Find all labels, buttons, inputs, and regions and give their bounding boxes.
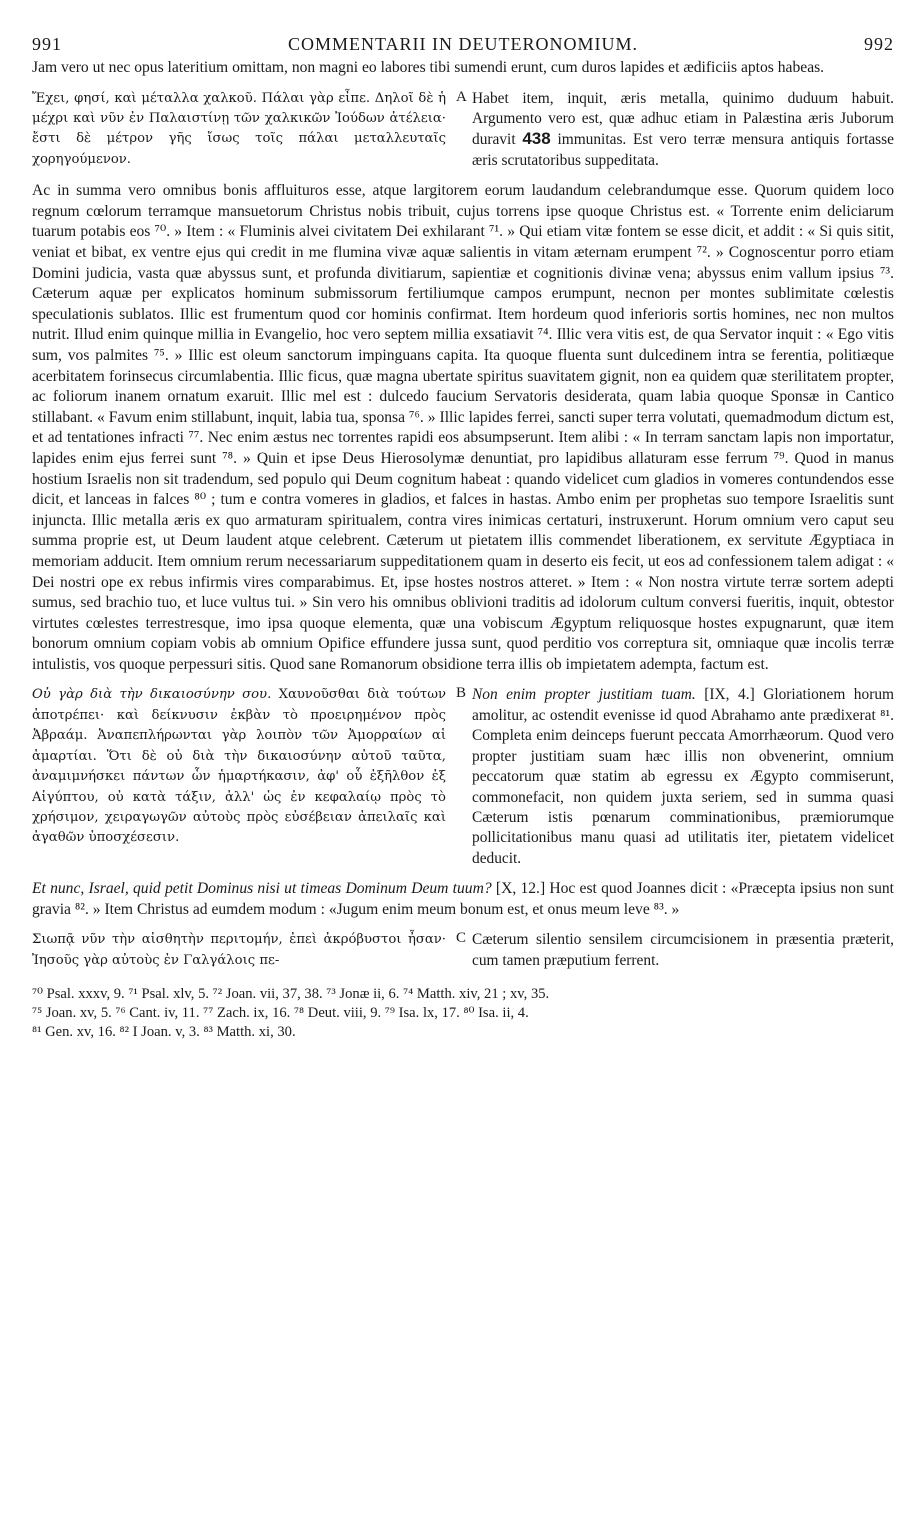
running-title: COMMENTARII IN DEUTERONOMIUM.: [287, 34, 639, 54]
verse-lemma: Et nunc, Israel, quid petit Dominus nisi ut timeas Dominum Deum tuum?: [32, 880, 492, 898]
page-number-right: 992: [864, 34, 894, 54]
footnote-line: ⁷⁰ Psal. xxxv, 9. ⁷¹ Psal. xlv, 5. ⁷² Joan. vii, 37, 38. ⁷³ Jonæ ii, 6. ⁷⁴ Matth. xiv, 21 ; xv, 35.: [32, 986, 550, 1003]
intro-paragraph: Jam vero ut nec opus lateritium omittam, non magni eo labores tibi sumendi erunt, cum duros lapides et ædificiis aptos habeas.: [32, 59, 825, 76]
column-marker-c: C: [456, 930, 467, 947]
section-a: [32, 89, 894, 172]
column-marker-a: A: [456, 88, 467, 105]
greek-column-c: Σιωπᾷ νῦν τὴν αἰσθητὴν περιτομήν, ἐπεὶ ἀκρόβυστοι ἦσαν· Ἰησοῦς γὰρ αὐτοὺς ἐν Γαλγάλοις πε-: [32, 932, 446, 968]
latin-lemma-b: Non enim propter justitiam tuam.: [472, 686, 696, 704]
main-paragraph: Ac in summa vero omnibus bonis affluituros esse, atque largitorem eorum laudandum celebrandumque esse. Quorum quidem loco regnum cœlorum terramque mansuetorum Christus nobis tribuit, cujus torrens ipse quoque Christus est. « Torrente enim deliciarum tuarum potabis eos ⁷⁰. » Item : « Fluminis alvei civitatem Dei exhilarant ⁷¹. » Qui etiam vitæ fontem se esse dicit, et addit : « Si quis sitit, veniat et bibat, ex ventre ejus qui credit in me flumina vivæ aquæ salientis in vitam æternam erumpent ⁷². » Cognoscentur porro etiam Domini judicia, vasta quæ abyssus sunt, et profunda divitiarum, sapientiæ et cognitionis divinæ vena; abyssus enim vallum ipsius ⁷³. Cæterum aquæ per explicatos hominum submissorum fertiliumque campos erumpunt, necnon per montes sublimitate cœlestis speculationis sublatos. Illic est frumentum quod cor hominis confirmat. Item hordeum quod inferioris sortis homines, nec non multos nutrit. Illud enim quinque millia in Evangelio, hoc vero septem millia exsatiavit ⁷⁴. Illic vera vitis est, de qua Servator inquit : « Ego vitis sum, vos palmites ⁷⁵. » Illic est oleum sanctorum impinguans capita. Ita quoque fluenta sunt dulcedinem intra se ferentia, politiæque acerbitatem forinsecus circumlabentia. Illic ficus, quæ magna ubertate spiritus suavitatem gignit, non ea quidem quæ sterilitatem propter, ac foliorum inanem ornatum exaruit. Illic mel est : dulcedo faucium Servatoris desiderata, quam labia quoque Sponsæ in Cantico stillabant. « Favum enim stillabunt, inquit, labia tua, sponsa ⁷⁶. » Illic lapides ferrei, sancti super terra volutati, quemadmodum dictum est, et ad tentationes infracti ⁷⁷. Nec enim æstus nec torrentes rapidi eos absumpserunt. Item alibi : « In terram sanctam lapis non importatur, lapides enim ejus ferrei sunt ⁷⁸. » Quin et ipse Deus Hierosolymæ denuntiat, pro lapidibus allaturam esse ferrum ⁷⁹. Quod in manus hostium Israelis non sit tradendum, sed populo qui Deum cognitum habeat : quando videlicet cum gladios in vomeres contundendos esse dicit, et lanceas in falces ⁸⁰ ; tum e contra vomeres in gladios, et falces in hastas. Ambo enim per prophetas suo tempore Israelitis sunt injuncta. Illic metalla æris ex quo armaturam spiritualem, contra vires inimicas certaturi, instruxerunt. Horum omnium vero caput seu summa proprie est, ut Deum laudent atque celebrent. Cæterum ut pietatem illis commendet liberationem, ex servitute Ægyptiaca in memoriam adducit. Item omnium rerum necessariarum suppeditationem quam in deserto eis fecit, ut eos ad confessionem talem adigat : « Dei nostri ope ex rebus infirmis vires comparabimus. Et, ipse hostes nostros atteret. » Item : « Non nostra virtute terræ sortem adepti sumus, sed brachio tuo, et luce vultus tui. » Sin vero his omnibus oblivioni traditis ad idolorum cultum conversi fueritis, inquit, obtestor virtutes cœlestes terrestresque, imo ipsa quoque elementa, quæ una vobiscum Ægyptum reliquosque hostes expugnarunt, quæ item bonorum omnium copiam vobis ab omnium Opifice effundere jussa sunt, quod perditio vos correptura sit, omniaque quæ incolis terræ intulistis, vos quoque perpessuri sitis. Quod sane Romanorum obsidione terra illis ob impietatem adempta, factum est.: [32, 182, 894, 673]
page-marker-number: 438: [522, 129, 551, 149]
latin-text-a2: immunitas. Est vero terræ mensura antiquis fortasse æris scrutatoribus suppeditata.: [472, 131, 894, 169]
greek-lemma-b: Οὐ γὰρ διὰ τὴν δικαιοσύνην σου.: [32, 687, 272, 703]
footnotes: [32, 985, 894, 1042]
latin-column-b: [472, 685, 894, 869]
section-c: [32, 930, 894, 971]
page: [32, 34, 894, 1042]
latin-column-a: [472, 89, 894, 172]
latin-column-c: Cæterum silentio sensilem circumcisionem in præsentia præterit, cum tamen præputium ferrent.: [472, 931, 894, 969]
latin-text-b: [IX, 4.] Gloriationem horum amolitur, ac ostendit evenisse id quod Abrahamo ante prædixerat ⁸¹. Completa enim deinceps fuerunt peccata Amorrhæorum. Quod vero propter justitiam suam hæc illis non obvenerint, omnium peccatorum quæ statim ab egressu ex Ægypto commiserunt, commonefacit, non quidem juxta seriem, sed in summa quasi Cæterum istis pœnarum comminationibus, præmiorumque pollicitationibus manu quasi ad utilitatis iter, pietatem videlicet deducit.: [472, 686, 894, 867]
verse-commentary: [X, 12.] Hoc est quod Joannes dicit : «Præcepta ipsius non sunt gravia ⁸². » Item Christus ad eumdem modum : «Jugum enim meum bonum est, et onus meum leve ⁸³. »: [32, 880, 894, 918]
verse-paragraph: [32, 879, 894, 920]
greek-column-a: Ἔχει, φησί, καὶ μέταλλα χαλκοῦ. Πάλαι γὰρ εἶπε. Δηλοῖ δὲ ἡ μέχρι καὶ νῦν ἐν Παλαιστίνῃ τῶν χαλκικῶν Ἰούδων ἀτέλεια· ἔστι δὲ μέτρον γῆς ἴσως τοῖς πάλαι μεταλλευταῖς χορηγούμενον.: [32, 90, 446, 167]
footnote-line: ⁷⁵ Joan. xv, 5. ⁷⁶ Cant. iv, 11. ⁷⁷ Zach. ix, 16. ⁷⁸ Deut. viii, 9. ⁷⁹ Isa. lx, 17. ⁸⁰ Isa. ii, 4.: [32, 1005, 529, 1022]
greek-text-b: Χαυνοῦσθαι διὰ τούτων ἀποτρέπει· καὶ δείκνυσιν ἐκβὰν τὸ προειρημένον πρὸς Ἀβραάμ. Ἀναπεπλήρωνται γὰρ λοιπὸν τῶν Ἀμορραίων αἱ ἁμαρτίαι. Ὅτι δὲ οὐ διὰ τὴν δικαιοσύνην αὐτοῦ ταῦτα, ἀναμιμνήσκει πάντων ὧν ἡμαρτήκασιν, ἀφ' οὗ ἐξῆλθον ἐξ Αἰγύπτου, οὐ κατὰ τάξιν, ἀλλ' ὡς ἐν κεφαλαίῳ πρὸς τὸ χρήσιμον, χειραγωγῶν αὐτοὺς πρὸς εὐσέβειαν ἀπειλαῖς καὶ ἀγαθῶν ὑποσχέσεσιν.: [32, 687, 446, 846]
column-marker-b: B: [456, 685, 467, 702]
footnote-line: ⁸¹ Gen. xv, 16. ⁸² I Joan. v, 3. ⁸³ Matth. xi, 30.: [32, 1024, 296, 1041]
section-b: [32, 685, 894, 869]
page-header: [32, 34, 894, 58]
latin-text-a1: Habet item, inquit, æris metalla, quinimo duduum habuit. Argumento vero est, quæ adhuc etiam in Palæstina æris Juborum duravit: [472, 89, 894, 149]
page-number-left: 991: [32, 34, 62, 54]
greek-column-b: [32, 685, 446, 848]
